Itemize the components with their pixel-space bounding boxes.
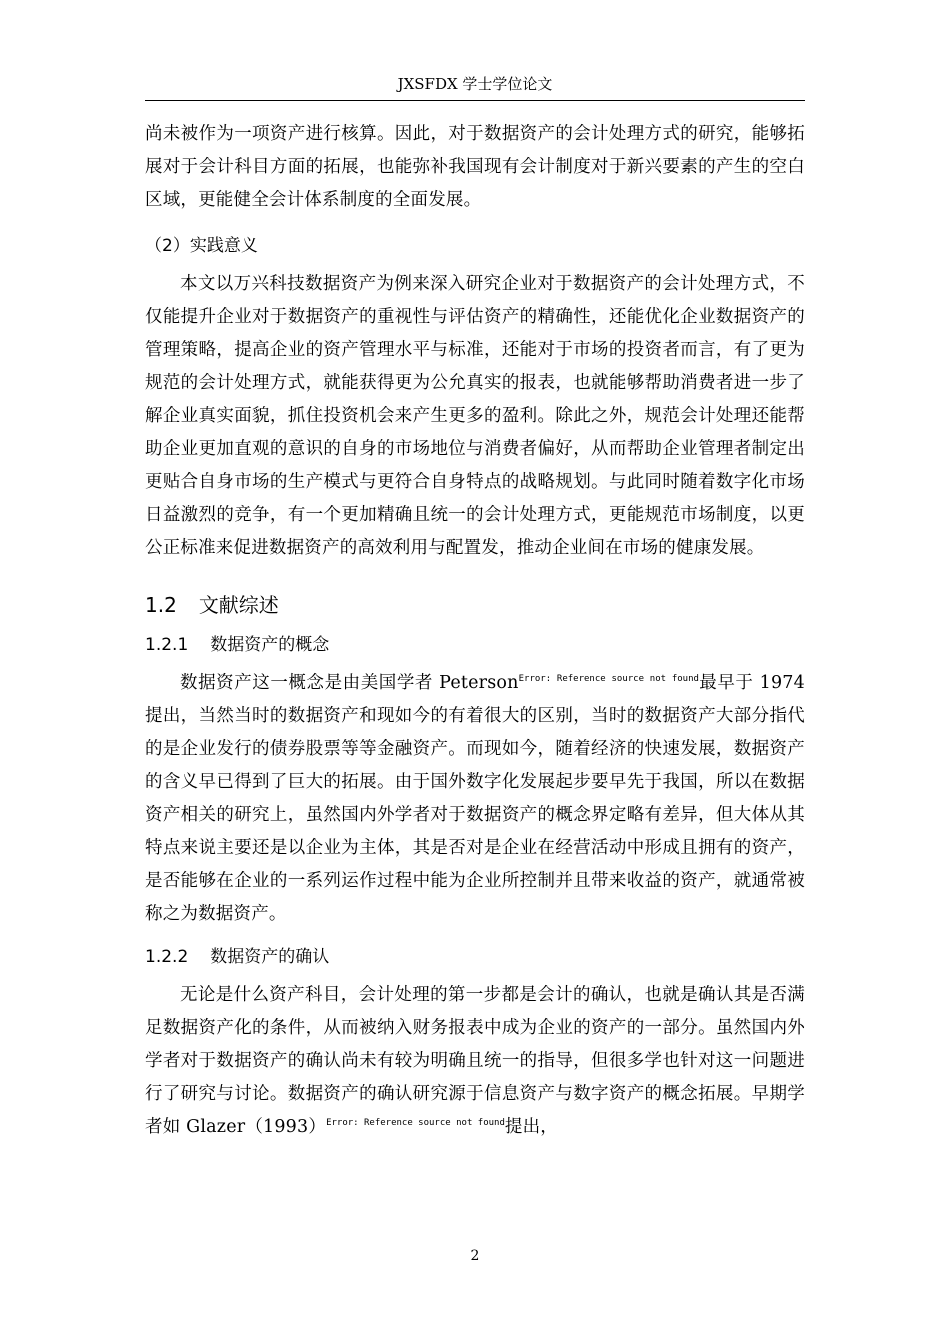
citation-error: Error: Reference source not found — [326, 1118, 505, 1129]
subheading-practical-significance: （2）实践意义 — [145, 236, 258, 256]
section-title: 数据资产的概念 — [210, 635, 330, 655]
section-heading-1-2-2 — [145, 945, 805, 969]
section-heading-1-2-1 — [145, 633, 805, 657]
paragraph-practical-significance: 本文以万兴科技数据资产为例来深入研究企业对于数据资产的会计处理方式，不仅能提升企业对于数据资产的重视性与评估资产的精确性，还能优化企业数据资产的管理策略，提高企业的资产管理水平与标准，还能对于市场的投资者而言，有了更为规范的会计处理方式，就能获得更为公允真实的报表，也就能够帮助消费者进一步了解企业真实面貌，抓住投资机会来产生更多的盈利。除此之外，规范会计处理还能帮助企业更加直观的意识的自身的市场地位与消费者偏好，从而帮助企业管理者制定出更贴合自身市场的生产模式与更符合自身特点的战略规划。与此同时随着数字化市场日益激烈的竞争，有一个更加精确且统一的会计处理方式，更能规范市场制度，以更公正标准来促进数据资产的高效利用与配置发，推动企业间在市场的健康发展。 — [145, 274, 805, 558]
paragraph-data-asset-concept — [145, 667, 805, 931]
citation-error: Error: Reference source not found — [518, 674, 699, 685]
paragraph-data-asset-recognition — [145, 979, 805, 1144]
paragraph-text: 最早于 1974 提出，当然当时的数据资产和现如今的有着很大的区别，当时的数据资产大部分指代的是企业发行的债券股票等等金融资产。而现如今，随着经济的快速发展，数据资产的含义早已得到了巨大的拓展。由于国外数字化发展起步要早先于我国，所以在数据资产相关的研究上，虽然国内外学者对于数据资产的概念界定略有差异，但大体从其特点来说主要还是以企业为主体，其是否对是企业在经营活动中形成且拥有的资产，是否能够在企业的一系列运作过程中能为企业所控制并且带来收益的资产，就通常被称之为数据资产。 — [145, 673, 805, 924]
page-number: 2 — [470, 1248, 480, 1264]
paragraph-text: 数据资产这一概念是由美国学者 Peterson — [180, 673, 519, 693]
header-rule — [145, 100, 805, 101]
section-number: 1.2 — [145, 593, 177, 617]
running-header: JXSFDX 学士学位论文 — [397, 75, 553, 93]
section-title: 数据资产的确认 — [210, 947, 330, 967]
paragraph-text: 提出， — [504, 1117, 558, 1137]
section-title: 文献综述 — [198, 593, 279, 617]
document-body — [145, 118, 805, 1144]
section-number: 1.2.2 — [145, 947, 189, 967]
paragraph-text: 无论是什么资产科目，会计处理的第一步都是会计的确认，也就是确认其是否满足数据资产化的条件，从而被纳入财务报表中成为企业的资产的一部分。虽然国内外学者对于数据资产的确认尚未有较为明确且统一的指导，但很多学也针对这一问题进行了研究与讨论。数据资产的确认研究源于信息资产与数字资产的概念拓展。早期学者如 Glazer（1993） — [145, 985, 805, 1137]
section-number: 1.2.1 — [145, 635, 189, 655]
section-heading-1-2 — [145, 591, 805, 619]
paragraph-theory-continuation: 尚未被作为一项资产进行核算。因此，对于数据资产的会计处理方式的研究，能够拓展对于会计科目方面的拓展，也能弥补我国现有会计制度对于新兴要素的产生的空白区域，更能健全会计体系制度的全面发展。 — [145, 124, 805, 210]
